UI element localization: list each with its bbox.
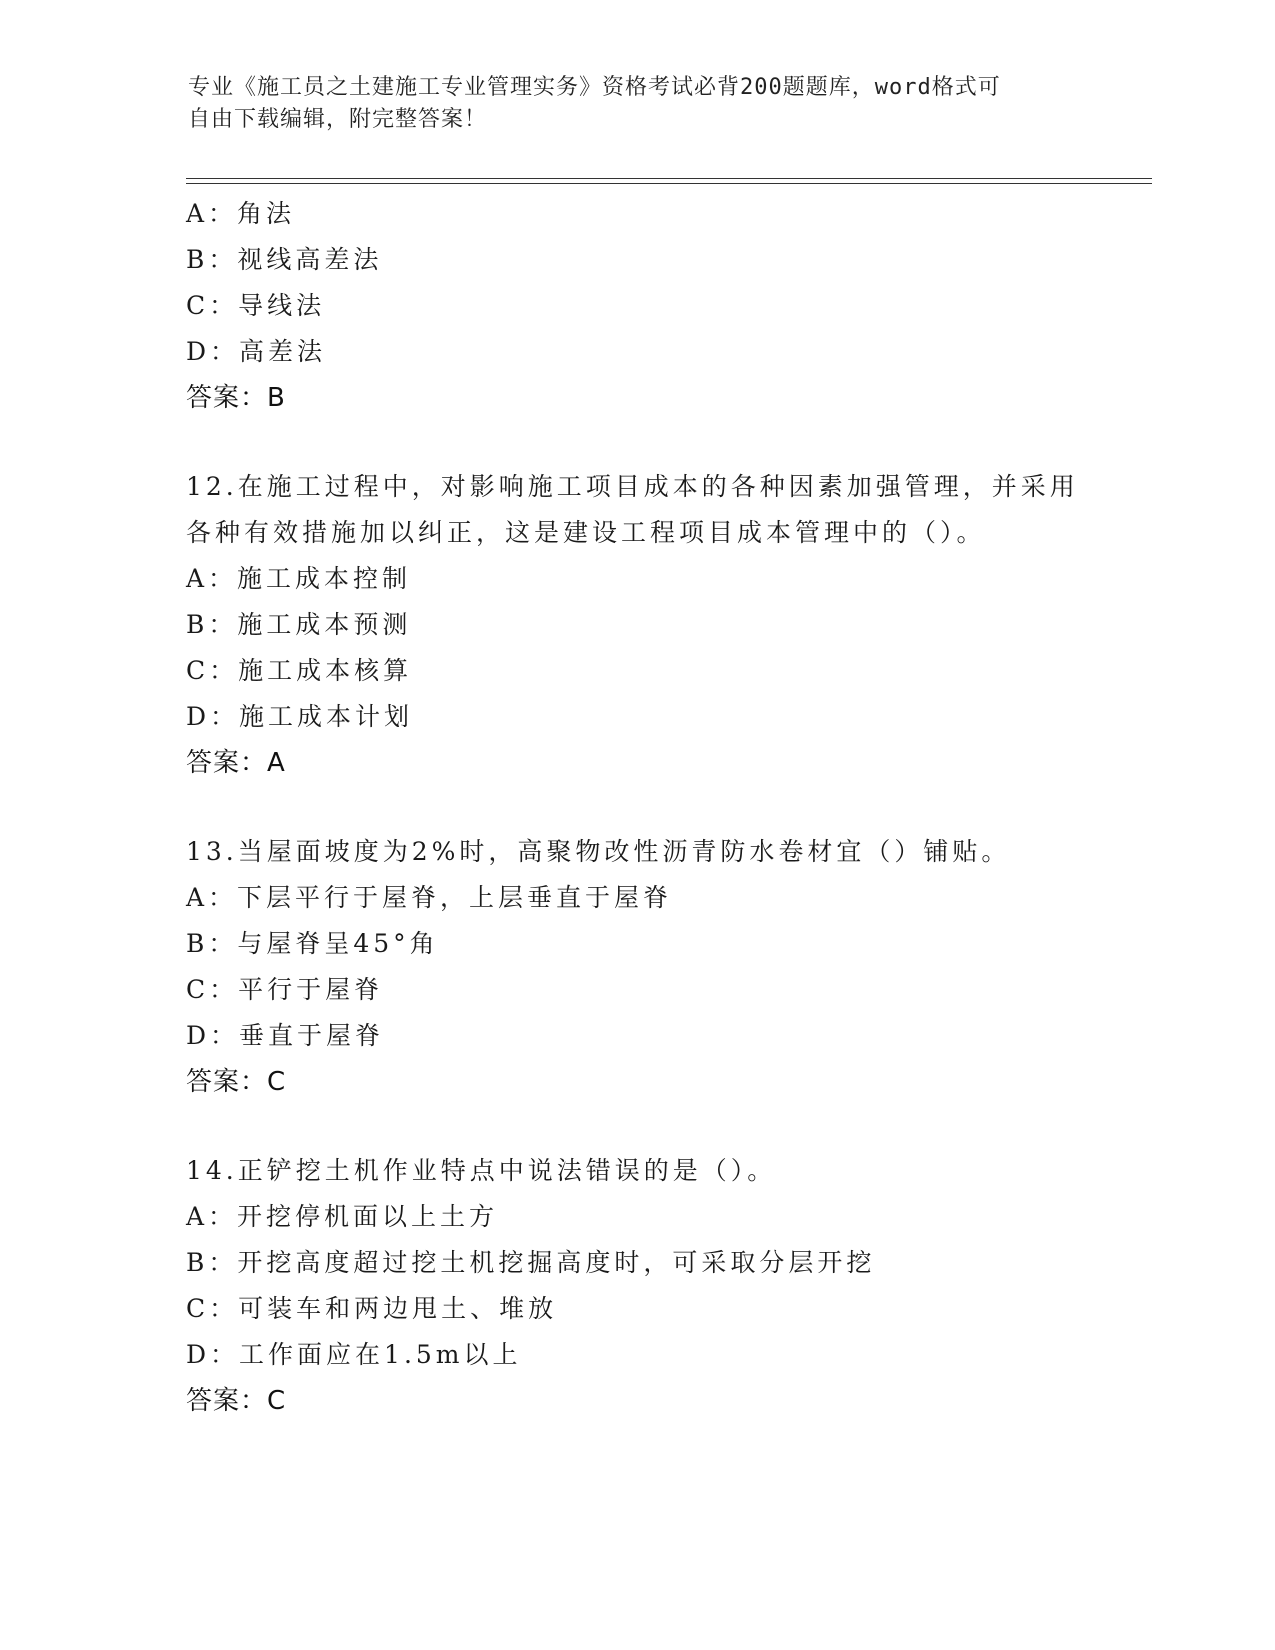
question-spacer [186, 786, 1146, 829]
header-line-2: 自由下载编辑，附完整答案！ [188, 107, 488, 132]
option-a: A：角法 [186, 199, 296, 228]
answer-line: 答案：B [186, 383, 286, 413]
option-c: C：导线法 [186, 291, 326, 320]
option-b: B：开挖高度超过挖土机挖掘高度时，可采取分层开挖 [186, 1248, 876, 1277]
document-header [188, 72, 1068, 136]
answer-line: 答案：C [186, 1386, 287, 1416]
option-a: A：下层平行于屋脊，上层垂直于屋脊 [186, 883, 673, 912]
option-b: B：与屋脊呈45°角 [186, 929, 439, 958]
option-d: D：高差法 [186, 337, 327, 366]
option-d: D：施工成本计划 [186, 702, 414, 731]
question-13 [186, 829, 1146, 1105]
question-11 [186, 191, 1146, 421]
option-c: C：平行于屋脊 [186, 975, 384, 1004]
question-stem-continued: 各种有效措施加以纠正，这是建设工程项目成本管理中的（）。 [186, 518, 986, 547]
question-spacer [186, 421, 1146, 464]
header-divider-top [186, 178, 1152, 179]
question-14 [186, 1148, 1146, 1424]
question-list [186, 191, 1146, 1424]
question-stem: 13.当屋面坡度为2%时，高聚物改性沥青防水卷材宜（）铺贴。 [186, 837, 1011, 866]
header-line-1: 专业《施工员之土建施工专业管理实务》资格考试必背200题题库，word格式可 [188, 75, 1001, 100]
question-spacer [186, 1105, 1146, 1148]
option-b: B：施工成本预测 [186, 610, 412, 639]
question-stem: 14.正铲挖土机作业特点中说法错误的是（）。 [186, 1156, 777, 1185]
option-a: A：开挖停机面以上土方 [186, 1202, 499, 1231]
option-c: C：可装车和两边甩土、堆放 [186, 1294, 558, 1323]
question-12 [186, 464, 1146, 786]
header-divider-bottom [186, 183, 1152, 184]
answer-line: 答案：A [186, 748, 286, 778]
answer-line: 答案：C [186, 1067, 287, 1097]
question-stem: 12.在施工过程中，对影响施工项目成本的各种因素加强管理，并采用 [186, 472, 1079, 501]
option-a: A：施工成本控制 [186, 564, 412, 593]
option-b: B：视线高差法 [186, 245, 383, 274]
option-c: C：施工成本核算 [186, 656, 413, 685]
option-d: D：垂直于屋脊 [186, 1021, 385, 1050]
option-d: D：工作面应在1.5m以上 [186, 1340, 522, 1369]
